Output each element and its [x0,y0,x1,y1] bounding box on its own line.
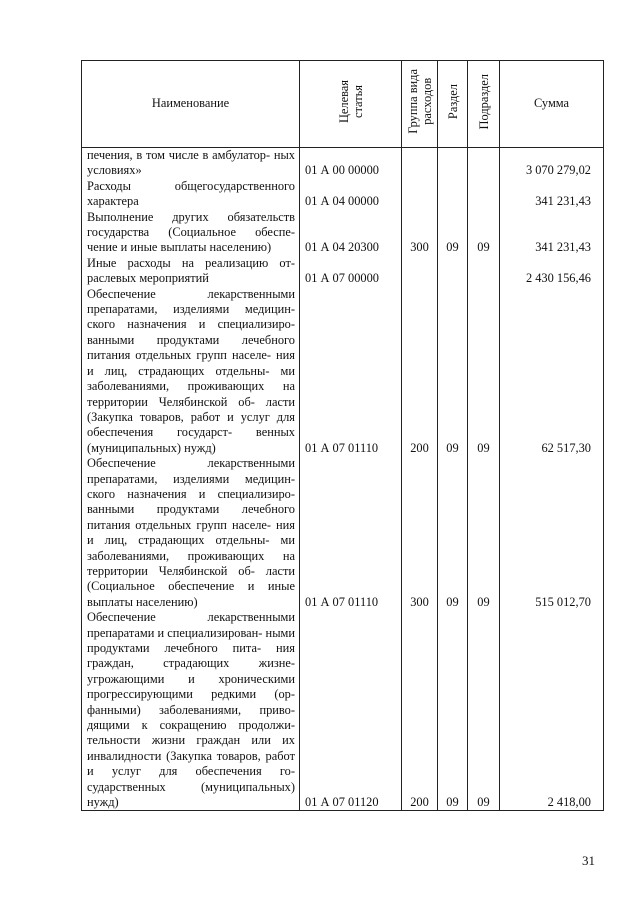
row-subsection: 09 [468,287,500,456]
row-sum: 2 418,00 [500,610,604,811]
row-code: 01 А 04 00000 [300,179,402,210]
row-name: печения, в том числе в амбулатор- ных условиях» [82,148,300,179]
row-code: 01 А 07 00000 [300,256,402,287]
table-row [82,179,604,210]
row-section: 09 [438,210,468,256]
row-code: 01 А 07 01110 [300,456,402,610]
row-name: Обеспечение лекарственными препаратами, изделиями медицин- ского назначения и специализиро- ванными продуктами лечебного питания отдельных групп населе- ния и лиц, страдающих отдельны- ми заболеваниями, проживающих на территории Челябинской об- ласти (Социальное обеспечение и иные выплаты населению) [82,456,300,610]
table-header-row [82,61,604,148]
table-row [82,610,604,811]
row-section [438,148,468,179]
row-sum: 62 517,30 [500,287,604,456]
row-section [438,256,468,287]
table-row [82,256,604,287]
row-group: 300 [402,210,438,256]
row-sum: 341 231,43 [500,179,604,210]
row-subsection: 09 [468,210,500,256]
row-group: 300 [402,456,438,610]
row-group [402,179,438,210]
header-expense-group: Группа вида расходов [402,61,438,148]
header-sum: Сумма [500,61,604,148]
row-subsection: 09 [468,456,500,610]
row-name: Выполнение других обязательств государства (Социальное обеспе- чение и иные выплаты населению) [82,210,300,256]
row-code: 01 А 00 00000 [300,148,402,179]
row-code: 01 А 07 01120 [300,610,402,811]
row-name: Расходы общегосударственного характера [82,179,300,210]
header-target-article: Целевая статья [300,61,402,148]
row-group [402,148,438,179]
row-section [438,179,468,210]
row-section: 09 [438,456,468,610]
table-row [82,456,604,610]
header-subsection: Подраздел [468,61,500,148]
row-section: 09 [438,287,468,456]
row-code: 01 А 04 20300 [300,210,402,256]
row-sum: 3 070 279,02 [500,148,604,179]
row-sum: 515 012,70 [500,456,604,610]
row-name: Обеспечение лекарственными препаратами, изделиями медицин- ского назначения и специализиро- ванными продуктами лечебного питания отдельных групп населе- ния и лиц, страдающих отдельны- ми заболеваниями, проживающих на территории Челябинской об- ласти (Закупка товаров, работ и услуг для обеспечения государст- венных (муниципальных) нужд) [82,287,300,456]
row-subsection: 09 [468,610,500,811]
row-section: 09 [438,610,468,811]
row-subsection [468,256,500,287]
budget-table [81,60,604,811]
row-group [402,256,438,287]
table-row [82,287,604,456]
row-code: 01 А 07 01110 [300,287,402,456]
header-name: Наименование [82,61,300,148]
row-group: 200 [402,287,438,456]
row-group: 200 [402,610,438,811]
row-subsection [468,148,500,179]
row-sum: 2 430 156,46 [500,256,604,287]
row-subsection [468,179,500,210]
header-section: Раздел [438,61,468,148]
table-row [82,210,604,256]
row-name: Иные расходы на реализацию от- раслевых мероприятий [82,256,300,287]
row-name: Обеспечение лекарственными препаратами и специализирован- ными продуктами лечебного пита- ния граждан, страдающих жизне- угрожающими и хроническими прогрессирующими редкими (ор- фанными) заболеваниями, приво- дящими к сокращению продолжи- тельности жизни граждан или их инвалидности (Закупка товаров, работ и услуг для обеспечения го- сударственных (муниципальных) нужд) [82,610,300,811]
table-row [82,148,604,179]
page-number: 31 [582,853,595,868]
row-sum: 341 231,43 [500,210,604,256]
